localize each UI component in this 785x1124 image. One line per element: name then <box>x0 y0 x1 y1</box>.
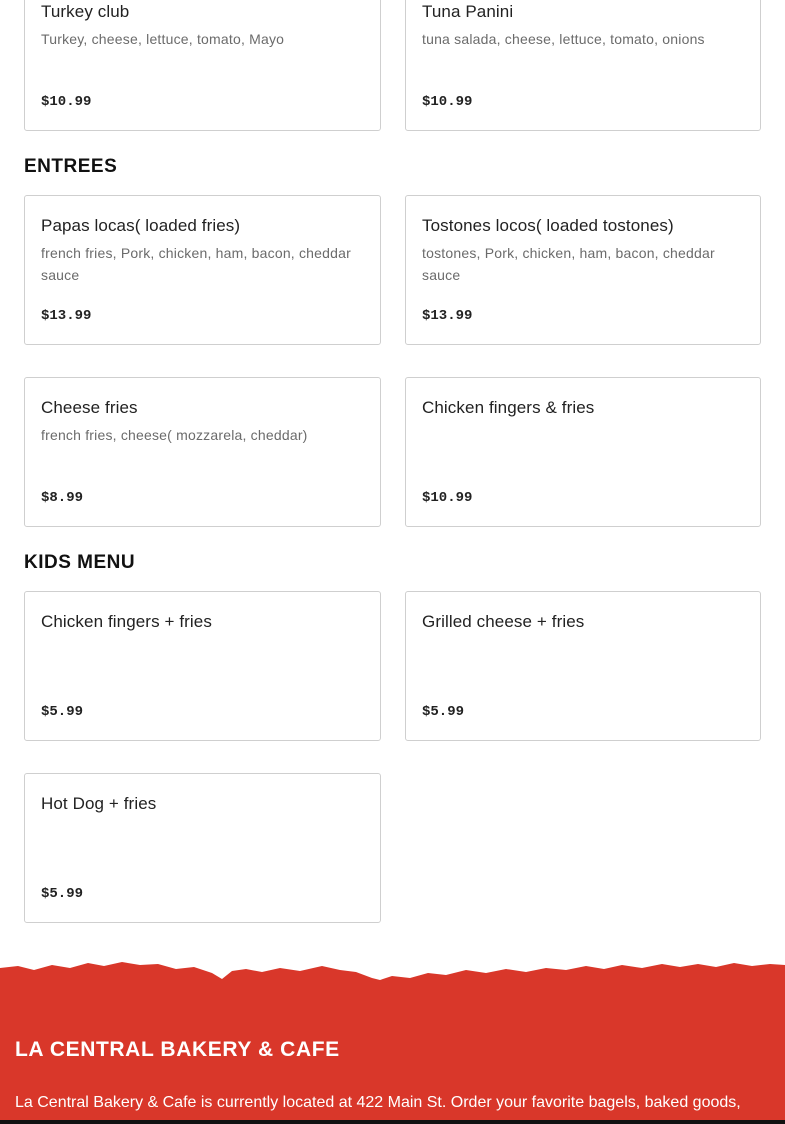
item-name: Cheese fries <box>41 398 138 417</box>
menu-item-card[interactable] <box>24 591 381 741</box>
section-title-kids-menu: KIDS MENU <box>24 552 136 573</box>
item-price: $13.99 <box>41 308 92 324</box>
menu-item-card[interactable] <box>24 773 381 923</box>
bottom-bar <box>0 1120 785 1124</box>
item-price: $5.99 <box>422 704 465 720</box>
item-name: Grilled cheese + fries <box>422 612 585 631</box>
item-price: $8.99 <box>41 490 84 506</box>
item-description: Turkey, cheese, lettuce, tomato, Mayo <box>41 31 285 47</box>
site-footer <box>0 960 785 1124</box>
item-price: $10.99 <box>422 490 473 506</box>
menu-item-card[interactable] <box>405 0 761 131</box>
menu-item-card[interactable] <box>24 377 381 527</box>
menu-item-card[interactable] <box>405 195 761 345</box>
item-name: Hot Dog + fries <box>41 794 157 813</box>
section-title-entrees: ENTREES <box>24 156 118 177</box>
menu-item-card[interactable] <box>24 195 381 345</box>
item-price: $13.99 <box>422 308 473 324</box>
item-price: $5.99 <box>41 704 84 720</box>
item-price: $10.99 <box>41 94 92 110</box>
item-description: french fries, cheese( mozzarela, cheddar) <box>41 427 308 443</box>
item-name: Chicken fingers + fries <box>41 612 212 631</box>
item-name: Tuna Panini <box>422 2 514 21</box>
menu-item-card[interactable] <box>24 0 381 131</box>
item-description: french fries, Pork, chicken, ham, bacon, cheddar sauce <box>41 245 351 283</box>
item-name: Chicken fingers & fries <box>422 398 595 417</box>
item-name: Papas locas( loaded fries) <box>41 216 241 235</box>
item-description: tuna salada, cheese, lettuce, tomato, onions <box>422 31 705 47</box>
footer-title: LA CENTRAL BAKERY & CAFE <box>15 1038 340 1061</box>
footer-description: La Central Bakery & Cafe is currently located at 422 Main St. Order your favorite bagels, baked goods, <box>15 1094 741 1111</box>
item-price: $5.99 <box>41 886 84 902</box>
menu-item-card[interactable] <box>405 377 761 527</box>
item-price: $10.99 <box>422 94 473 110</box>
item-description: tostones, Pork, chicken, ham, bacon, cheddar sauce <box>422 245 715 283</box>
item-name: Tostones locos( loaded tostones) <box>422 216 674 235</box>
menu-item-card[interactable] <box>405 591 761 741</box>
item-name: Turkey club <box>41 2 130 21</box>
